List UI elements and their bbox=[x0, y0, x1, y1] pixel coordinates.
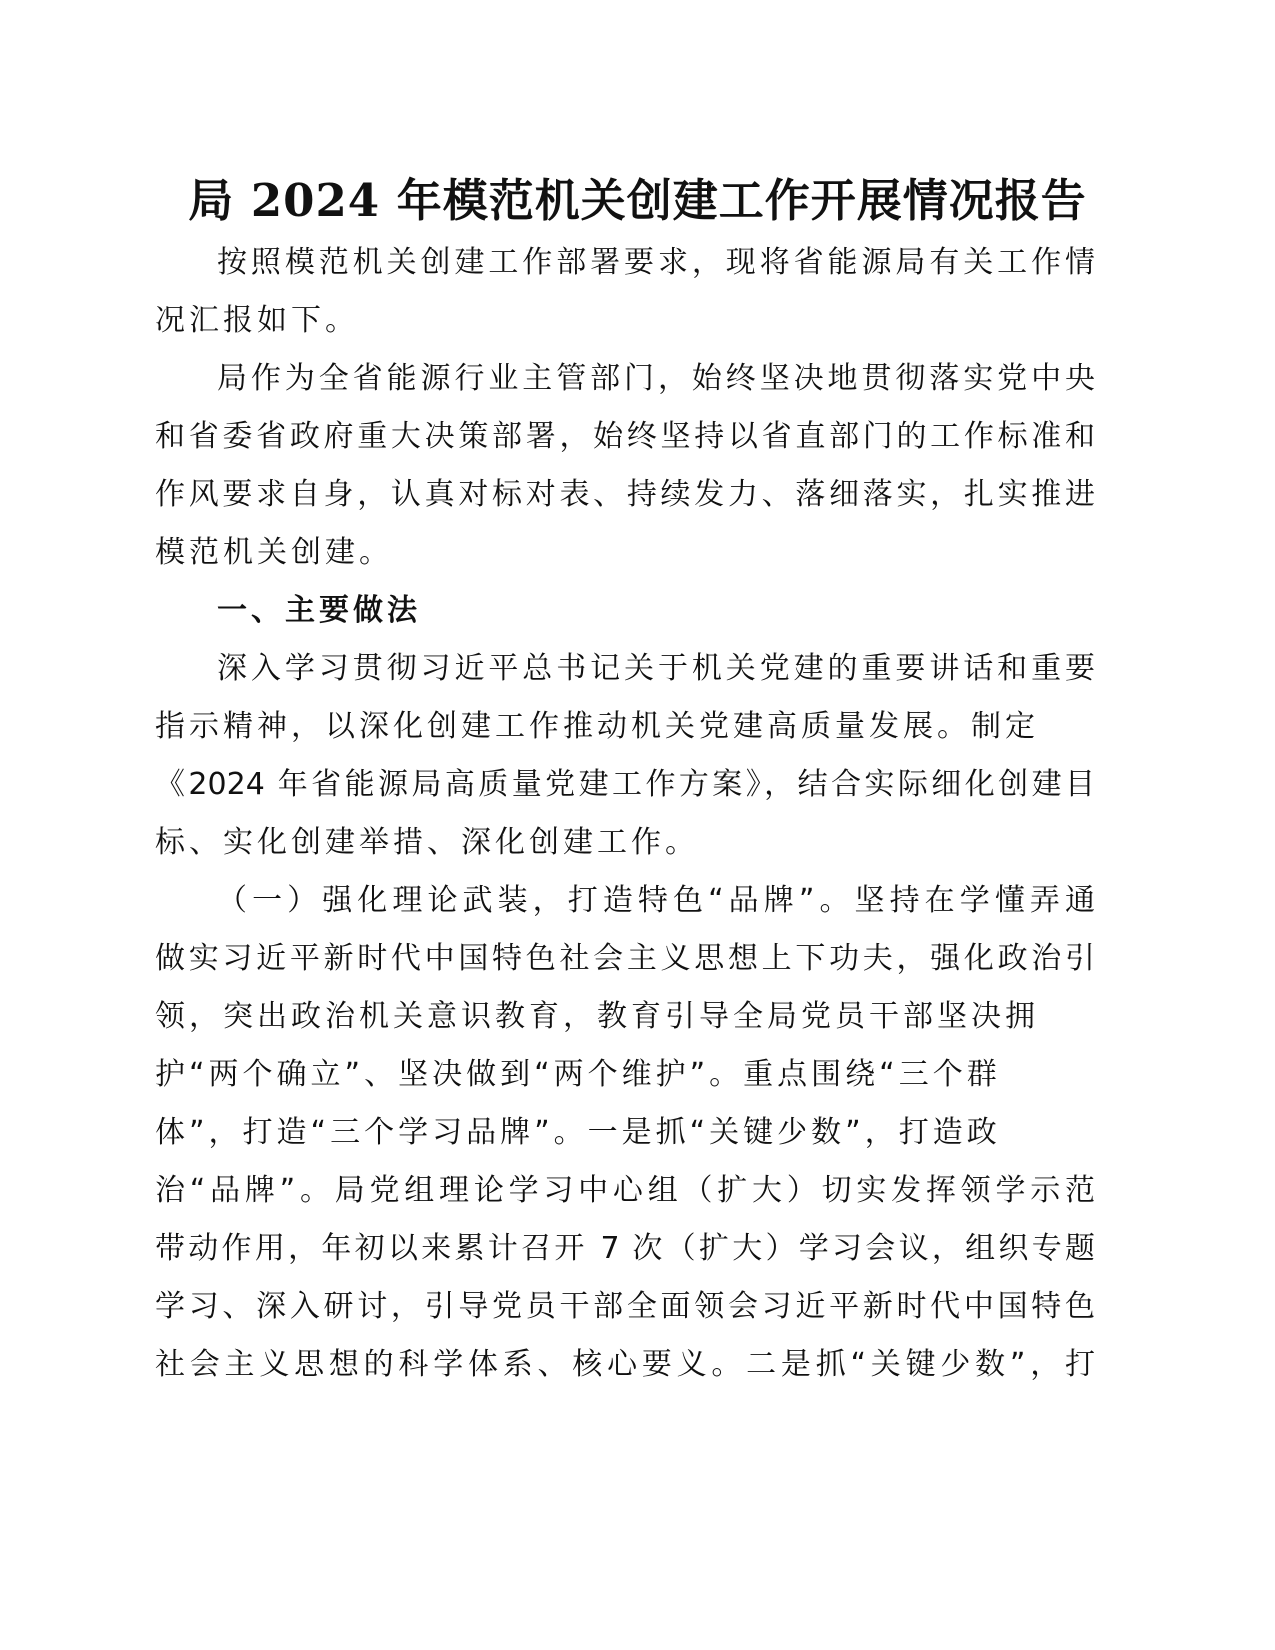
document-body bbox=[155, 234, 1095, 1394]
body-line: 学习、深入研讨，引导党员干部全面领会习近平新时代中国特色 bbox=[155, 1289, 1095, 1324]
body-line: 和省委省政府重大决策部署，始终坚持以省直部门的工作标准和 bbox=[155, 419, 1095, 454]
body-line: （一）强化理论武装，打造特色“品牌”。坚持在学懂弄通 bbox=[217, 883, 1095, 918]
body-line: 做实习近平新时代中国特色社会主义思想上下功夫，强化政治引 bbox=[155, 941, 1095, 976]
body-line: 指示精神，以深化创建工作推动机关党建高质量发展。制定 bbox=[155, 709, 1039, 744]
body-line: 《2024 年省能源局高质量党建工作方案》，结合实际细化创建目 bbox=[155, 767, 1095, 802]
body-line: 局作为全省能源行业主管部门，始终坚决地贯彻落实党中央 bbox=[217, 361, 1095, 396]
body-line: 按照模范机关创建工作部署要求，现将省能源局有关工作情 bbox=[217, 245, 1095, 280]
body-line: 模范机关创建。 bbox=[155, 535, 393, 570]
body-line: 标、实化创建举措、深化创建工作。 bbox=[155, 825, 699, 860]
body-line: 治“品牌”。局党组理论学习中心组（扩大）切实发挥领学示范 bbox=[155, 1173, 1095, 1208]
body-line: 作风要求自身，认真对标对表、持续发力、落细落实，扎实推进 bbox=[155, 477, 1095, 512]
body-line: 护“两个确立”、坚决做到“两个维护”。重点围绕“三个群 bbox=[155, 1057, 1001, 1092]
document-title: 局 2024 年模范机关创建工作开展情况报告 bbox=[188, 174, 1087, 227]
body-line: 社会主义思想的科学体系、核心要义。二是抓“关键少数”，打 bbox=[155, 1347, 1095, 1382]
body-line: 况汇报如下。 bbox=[155, 303, 359, 338]
body-line: 深入学习贯彻习近平总书记关于机关党建的重要讲话和重要 bbox=[217, 651, 1095, 686]
body-line: 带动作用，年初以来累计召开 7 次（扩大）学习会议，组织专题 bbox=[155, 1231, 1095, 1266]
section-heading: 一、主要做法 bbox=[217, 593, 421, 628]
body-line: 体”，打造“三个学习品牌”。一是抓“关键少数”，打造政 bbox=[155, 1115, 1001, 1150]
body-line: 领，突出政治机关意识教育，教育引导全局党员干部坚决拥 bbox=[155, 999, 1039, 1034]
